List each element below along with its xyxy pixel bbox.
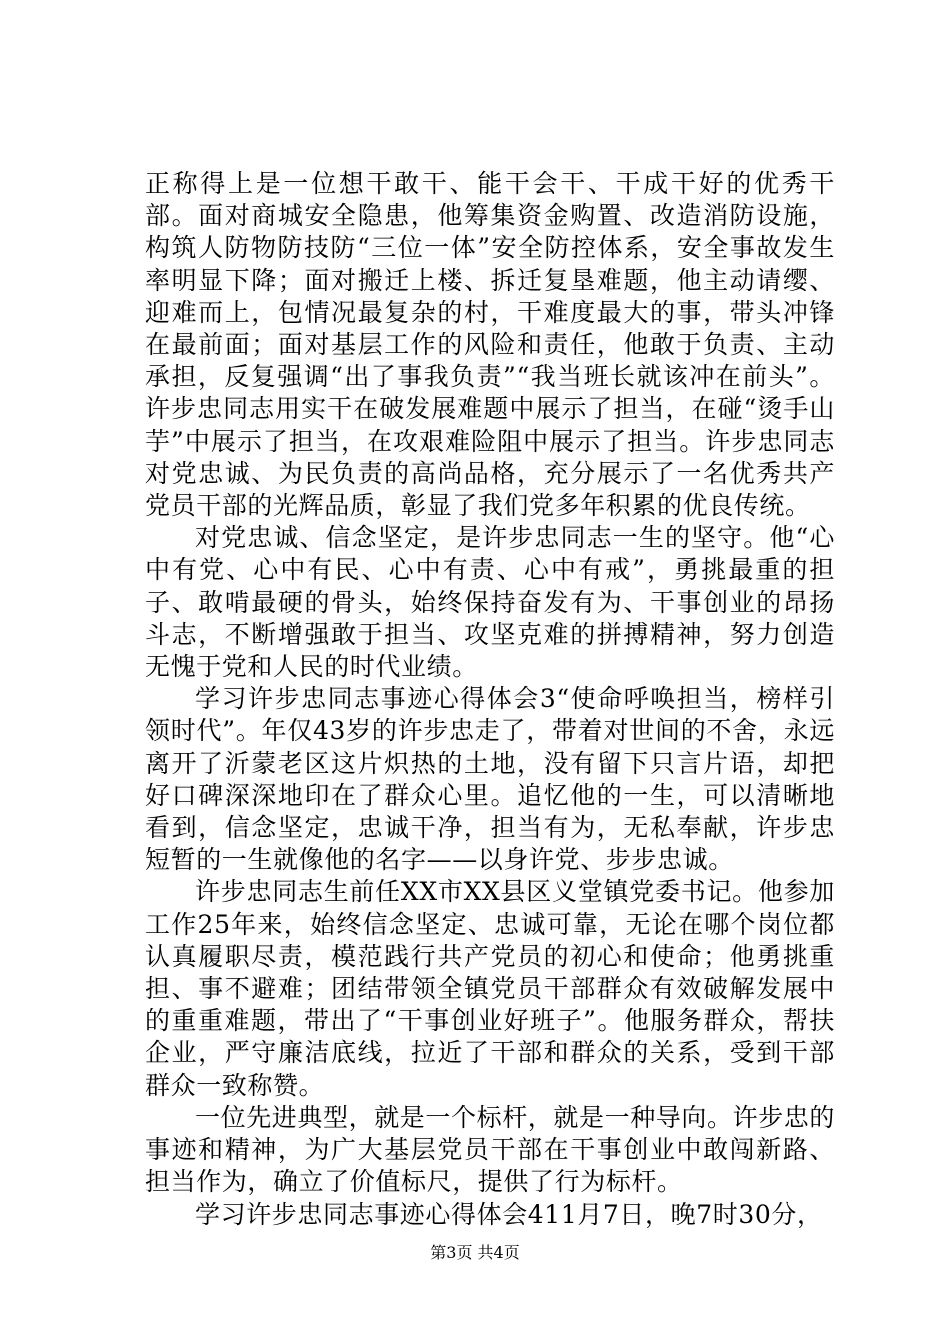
paragraph-role-model: 一位先进典型，就是一个标杆，就是一种导向。许步忠的事迹和精神，为广大基层党员干部在干事创业中敢闯新路、担当作为，确立了价值标尺，提供了行为标杆。 — [145, 1102, 836, 1197]
paragraph-loyalty: 对党忠诚、信念坚定，是许步忠同志一生的坚守。他“心中有党、心中有民、心中有责、心中有戒”，勇挑最重的担子、敢啃最硬的骨头，始终保持奋发有为、干事创业的昂扬斗志，不断增强敢于担当、攻坚克难的拼搏精神，努力创造无愧于党和人民的时代业绩。 — [145, 523, 835, 682]
page-number-footer: 第3页 共4页 — [430, 1243, 520, 1262]
paragraph-continuation: 正称得上是一位想干敢干、能干会干、干成干好的优秀干部。面对商城安全隐患，他筹集资金购置、改造消防设施，构筑人防物防技防“三位一体”安全防控体系，安全事故发生率明显下降；面对搬迁上楼、拆迁复垦难题，他主动请缨、迎难而上，包情况最复杂的村，干难度最大的事，带头冲锋在最前面；面对基层工作的风险和责任，他敢于负责、主动承担，反复强调“出了事我负责”“我当班长就该冲在前头”。许步忠同志用实干在破发展难题中展示了担当，在碰“烫手山芋”中展示了担当，在攻艰难险阻中展示了担当。许步忠同志对党忠诚、为民负责的高尚品格，充分展示了一名优秀共产党员干部的光辉品质，彰显了我们党多年积累的优良传统。 — [145, 169, 835, 521]
paragraph-reflection-3: 学习许步忠同志事迹心得体会3“使命呼唤担当，榜样引领时代”。年仅43岁的许步忠走了，带着对世间的不舍，永远离开了沂蒙老区这片炽热的土地，没有留下只言片语，却把好口碑深深地印在了群众心里。追忆他的一生，可以清晰地看到，信念坚定，忠诚干净，担当有为，无私奉献，许步忠短暂的一生就像他的名字——以身许党、步步忠诚。 — [145, 684, 835, 875]
paragraph-reflection-4: 学习许步忠同志事迹心得体会411月7日，晚7时30分， — [195, 1199, 823, 1229]
paragraph-biography: 许步忠同志生前任XX市XX县区义堂镇党委书记。他参加工作25年来，始终信念坚定、忠诚可靠，无论在哪个岗位都认真履职尽责，模范践行共产党员的初心和使命；他勇挑重担、事不避难；团结带领全镇党员干部群众有效破解发展中的重重难题，带出了“干事创业好班子”。他服务群众，帮扶企业，严守廉洁底线，拉近了干部和群众的关系，受到干部群众一致称赞。 — [145, 877, 835, 1100]
document-body — [145, 168, 835, 1231]
